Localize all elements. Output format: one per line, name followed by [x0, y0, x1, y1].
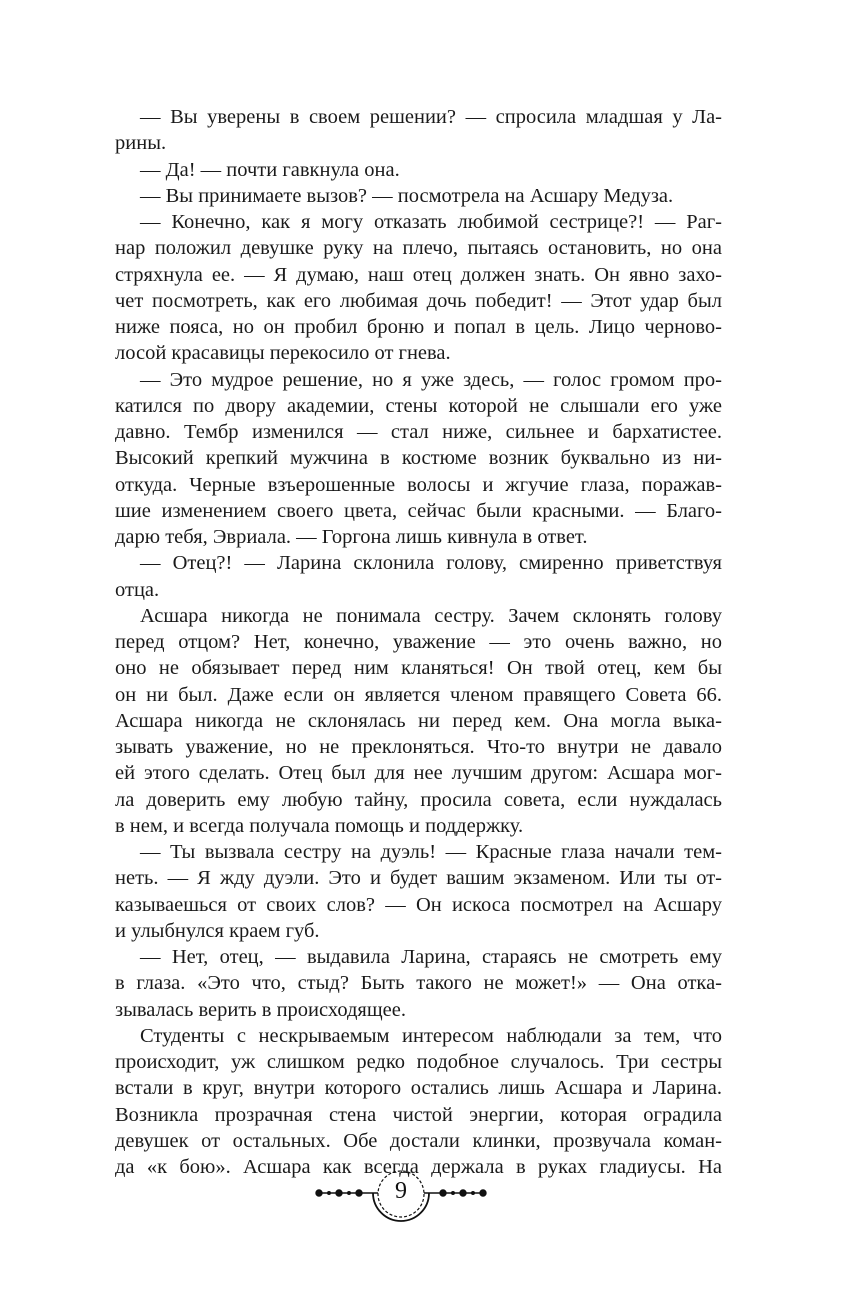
text-line: дарю тебя, Эвриала. — Горгона лишь кивнула в ответ.	[115, 526, 588, 548]
text-line: — Да! — почти гавкнула она.	[140, 158, 400, 181]
text-line: ей этого сделать. Отец был для нее лучшим другом: Асшара мог-	[115, 762, 722, 785]
text-line: Возникла прозрачная стена чистой энергии, которая оградила	[115, 1103, 722, 1126]
text-line: откуда. Черные взъерошенные волосы и жгучие глаза, поражав-	[115, 473, 722, 496]
text-line: стряхнула ее. — Я думаю, наш отец должен знать. Он явно захо-	[115, 263, 722, 286]
text-line: — Конечно, как я могу отказать любимой сестрице?! — Раг-	[140, 211, 722, 233]
text-line: — Вы уверены в своем решении? — спросила младшая у Ла-	[140, 106, 722, 128]
text-line: лосой красавицы перекосило от гнева.	[115, 342, 451, 365]
text-line: Асшара никогда не понимала сестру. Зачем склонять голову	[140, 604, 722, 627]
text-line: чет посмотреть, как его любимая дочь победит! — Этот удар был	[115, 289, 722, 312]
text-line: происходит, уж слишком редко подобное случалось. Три сестры	[115, 1051, 722, 1073]
text-line: девушек от остальных. Обе достали клинки, прозвучала коман-	[115, 1129, 722, 1152]
text-line: Высокий крепкий мужчина в костюме возник буквально из ни-	[115, 447, 722, 470]
text-line: зывалась верить в происходящее.	[115, 998, 406, 1021]
text-line: перед отцом? Нет, конечно, уважение — это очень важно, но	[115, 631, 722, 653]
text-line: ниже пояса, но он пробил броню и попал в цель. Лицо черново-	[115, 316, 722, 338]
text-line: — Отец?! — Ларина склонила голову, смиренно приветствуя	[140, 552, 722, 575]
text-line: встали в круг, внутри которого остались лишь Асшара и Ларина.	[115, 1077, 722, 1100]
text-line: — Нет, отец, — выдавила Ларина, стараясь не смотреть ему	[140, 946, 722, 968]
text-line: — Вы принимаете вызов? — посмотрела на Асшару Медуза.	[140, 184, 674, 207]
text-line: в глаза. «Это что, стыд? Быть такого не может!» — Она отка-	[115, 972, 722, 995]
text-line: оно не обязывает перед ним кланяться! Он твой отец, кем бы	[115, 657, 722, 680]
text-line: нар положил девушке руку на плечо, пытаясь остановить, но она	[115, 237, 722, 260]
text-line: и улыбнулся краем губ.	[115, 919, 320, 942]
page-number: 9	[395, 1178, 407, 1204]
text-line: катился по двору академии, стены которой не слышали его уже	[115, 394, 722, 417]
text-line: неть. — Я жду дуэли. Это и будет вашим экзаменом. Или ты от-	[115, 867, 722, 890]
text-line: — Это мудрое решение, но я уже здесь, — голос громом про-	[140, 368, 722, 391]
text-line: Студенты с нескрываемым интересом наблюдали за тем, что	[140, 1024, 722, 1047]
text-line: Асшара никогда не склонялась ни перед кем. Она могла выка-	[115, 709, 722, 732]
text-line: он ни был. Даже если он является членом правящего Совета 66.	[115, 683, 722, 706]
text-line: — Ты вызвала сестру на дуэль! — Красные глаза начали тем-	[140, 841, 722, 863]
text-line: да «к бою». Асшара как всегда держала в руках гладиусы. На	[115, 1156, 722, 1178]
text-line: шие изменением своего цвета, сейчас были красными. — Благо-	[115, 499, 722, 522]
text-line: давно. Тембр изменился — стал ниже, сильнее и бархатистее.	[115, 421, 722, 443]
text-line: зывать уважение, но не преклоняться. Что-то внутри не давало	[115, 736, 722, 758]
text-line: в нем, и всегда получала помощь и поддержку.	[115, 814, 524, 837]
text-line: ла доверить ему любую тайну, просила совета, если нуждалась	[115, 788, 722, 811]
text-line: казываешься от своих слов? — Он искоса посмотрел на Асшару	[115, 893, 722, 916]
text-line: рины.	[115, 132, 167, 155]
text-line: отца.	[115, 578, 160, 601]
